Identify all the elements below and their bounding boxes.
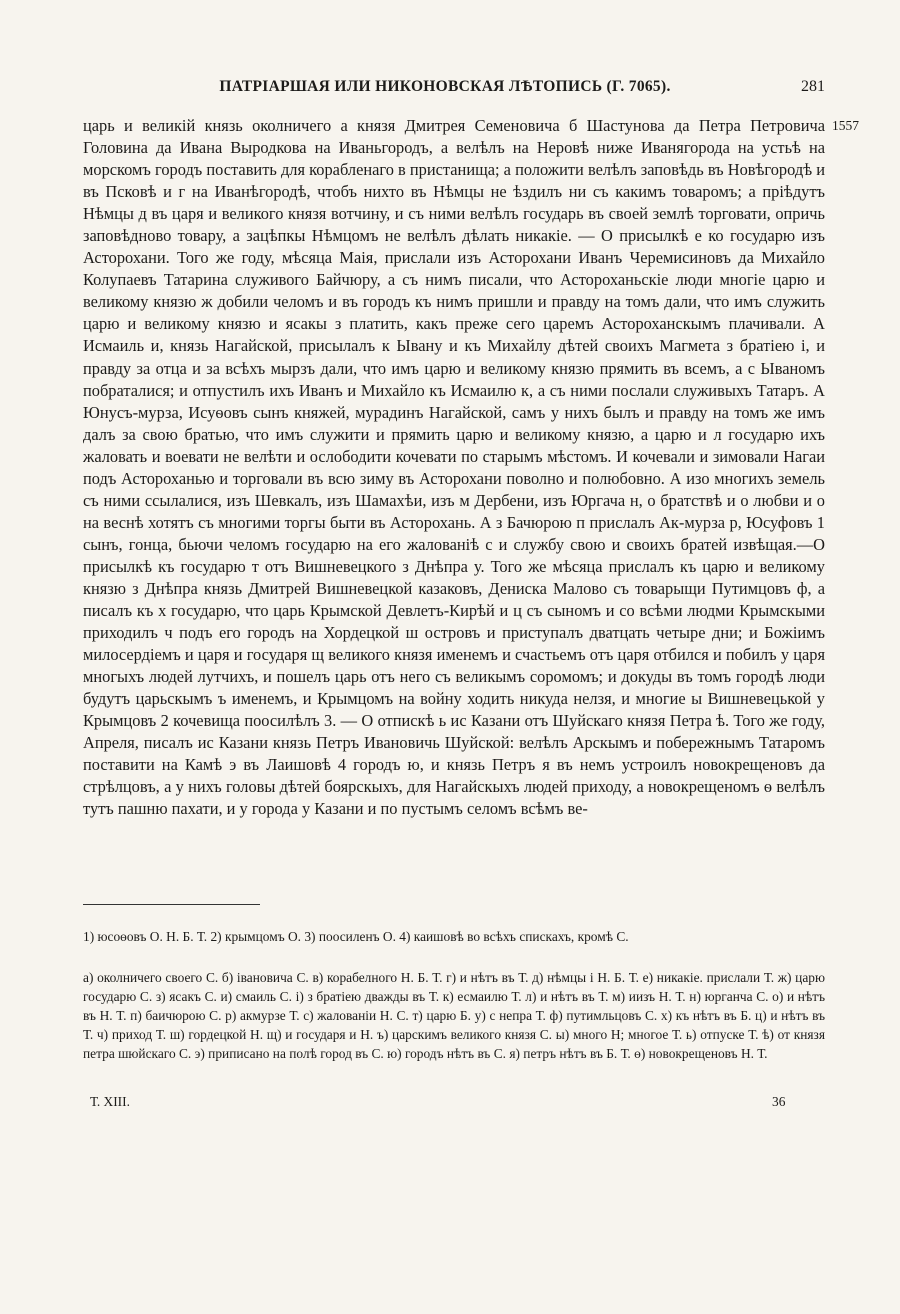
page-number: 281: [801, 78, 825, 95]
sheet-number: 36: [772, 1094, 786, 1109]
running-title: ПАТРІАРШАЯ ИЛИ НИКОНОВСКАЯ ЛѢТОПИСЬ (Г. 7065).: [219, 78, 671, 95]
variant-readings: а) околничего своего С. б) івановича С. в) корабелного Н. Б. Т. г) и нѣтъ въ Т. д) нѣмцы і Н. Б. Т. е) никакіе. прислали Т. ж) царю государю С. з) ясакъ С. и) смаиль С. і) з братіею дважды въ Т. к) есмаилю Т. л) и нѣтъ въ Т. м) иизъ Н. Т. н) юрганча С. о) и нѣтъ въ Н. Т. п) баичюрою С. р) акмурзе Т. с) жалованіи Н. С. т) царю Б. у) с непра Т. ф) путимльцовъ С. х) къ нѣтъ въ Б. ц) и нѣтъ въ Т. ч) приход Т. ш) гордецкой Н. щ) и государя и Н. ъ) царскимъ великого князя С. ы) много Н; многое Т. ь) отпуске Т. ѣ) от князя петра шюйскаго С. э) приписано на полѣ город въ С. ю) городъ нѣтъ въ С. я) петръ нѣтъ въ Б. Т. ѳ) новокрещеновъ Н. Т.: [83, 970, 825, 1062]
volume-signature: Т. XIII.: [90, 1094, 130, 1109]
body-text: царь и великій князь околничего а князя Дмитрея Семеновича б Шастунова да Петра Петровича Головина да Ивана Выродкова на Иваньгородъ, а велѣлъ на Неровѣ ниже Иванягорода на устьѣ на морскомъ городъ поставить для корабленаго в пристанища; а положити велѣлъ заповѣдь въ Новѣгородѣ и въ Псковѣ и г на Иванѣгородѣ, чтобъ нихто въ Нѣмцы не ѣздилъ ни съ какимъ товаромъ; а пріѣдутъ Нѣмцы д въ царя и великого князя вотчину, и съ ними велѣлъ государь въ своей землѣ торговати, опричь заповѣдново товару, а зацѣпкы Нѣмцомъ не велѣлъ дѣлать никакіе. — О присылкѣ е ко государю изъ Асторохани. Того же году, мѣсяца Маія, прислали изъ Асторохани Иванъ Черемисиновъ да Михайло Колупаевъ Татарина служивого Байчюру, а съ нимъ писали, что Астороханьскіе люди многіе царю и великому князю ж добили челомъ и въ городъ къ нимъ пришли и правду на томъ дали, что имъ служить царю и великому князю и ясакы з платить, какъ преже сего царемъ Астороханскымъ плачивали. А Исмаиль и, князь Нагайской, присылалъ к Ывану и къ Михайлу дѣтей своихъ Магмета з братіею і, и правду за отца и за всѣхъ мырзъ дали, что имъ царю и великому князю прямить въ всемъ, а с Ываномъ побраталися; и отпустилъ ихъ Иванъ и Михайло къ Исмаилю к, а съ ними послали служивыхъ Татаръ. А Юнусъ-мурза, Исуѳовъ сынъ княжей, мурадинъ Нагайской, самъ у нихъ былъ и правду на томъ же имъ далъ за свою братью, что имъ служити и прямить царю и великому князю, а царю и л государю ихъ жаловать и воевати не велѣти и ослободити кочевати по старымъ мѣстомъ. И кочевали и зимовали Нагаи подъ Астороханью и торговали въ всю зиму въ Асторохани поволно и полюбовно. А изо многихъ земель съ ними ссылалися, изъ Шевкалъ, изъ Шамахѣи, изъ м Дербени, изъ Юргача н, о братствѣ и о любви и о на веснѣ хотятъ съ многими торгы быти въ Асторохань. А з Бачюрою п прислалъ Ак-мурза р, Юсуфовъ 1 сынъ, гонца, бьючи челомъ государю на его жалованіѣ с и службу свою и своихъ братей извѣщая.—О присылкѣ къ государю т отъ Вишневецкого з Днѣпра у. Того же мѣсяца прислалъ къ царю и великому князю з Днѣпра князь Дмитрей Вишневецкой казаковъ, Дениска Малово съ товарыщи Путимцовъ ф, а писалъ къ х государю, что царь Крымской Девлетъ-Кирѣй и ц съ сыномъ и со всѣми людми Крымскыми приходилъ ч подъ его городъ на Хордецкой ш островъ и приступалъ дватцать четыре дни; и Божіимъ милосердіемъ и царя и государя щ великого князя именемъ и счастьемъ отъ царя отбился и побилъ у царя многыхъ людей лутчихъ, и пошелъ царь отъ него съ великымъ соромомъ; и докуды въ томъ городѣ люди будутъ царьскымъ ъ именемъ, и Крымцомъ на войну ходить никуда нелзя, и многие ы Вишневецькой у Крымцовъ 2 кочевища поосилѣлъ 3. — О отпискѣ ь ис Казани отъ Шуйскаго князя Петра ѣ. Того же году, Апреля, писалъ ис Казани князь Петръ Ивановичь Шуйской: велѣлъ Арскымъ и побережнымъ Татаромъ поставити на Камѣ э въ Лаишовѣ 4 городъ ю, и князь Петръ я въ немъ устроилъ новокрещеновъ да стрѣлцовъ, а у нихъ головы дѣтей боярскыхъ, для Нагайскыхъ людей приходу, а новокрещеномъ ѳ велѣлъ тутъ пашню пахати, и у города у Казани и по пустымъ селомъ всѣмъ ве-: [83, 116, 825, 819]
numbered-footnotes: 1) юсоѳовъ О. Н. Б. Т. 2) крымцомъ О. 3) поосиленъ О. 4) каишовѣ во всѣхъ спискахъ, кромѣ С.: [83, 929, 629, 944]
margin-year: 1557: [832, 118, 859, 133]
footnote-divider: [83, 904, 260, 905]
